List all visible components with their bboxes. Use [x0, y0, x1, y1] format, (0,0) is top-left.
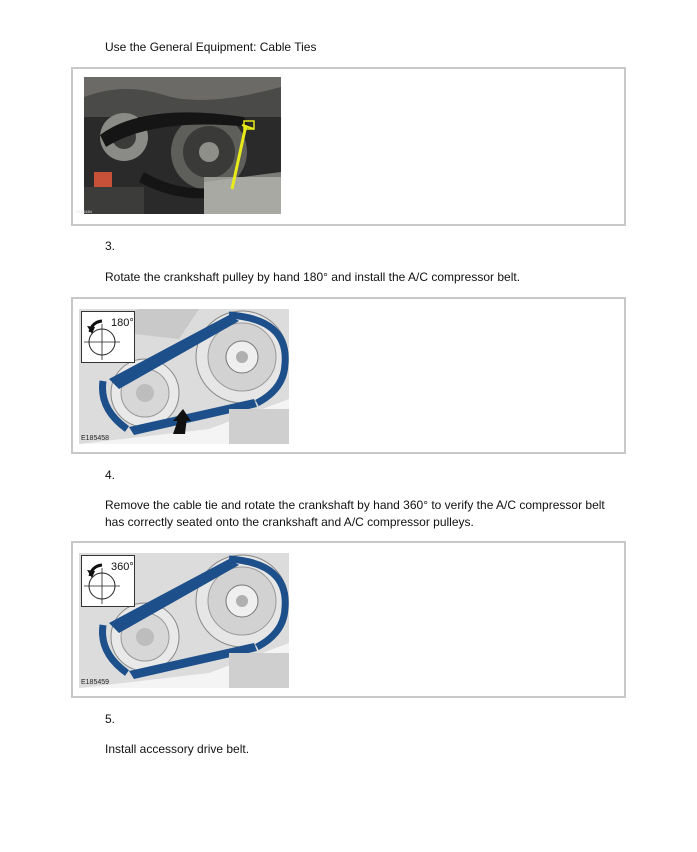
- step-4-text-line2: has correctly seated onto the crankshaft and A/C compressor pulleys.: [105, 515, 474, 529]
- intro-text: Use the General Equipment: Cable Ties: [105, 40, 317, 54]
- figure-2-illustration: [79, 309, 289, 444]
- rotation-angle-label: 360°: [111, 561, 134, 573]
- figure-1-frame: [71, 67, 626, 226]
- figure-1-id: E185484: [76, 209, 93, 214]
- figure-3-illustration: [79, 553, 289, 688]
- step-3-text: Rotate the crankshaft pulley by hand 180° and install the A/C compressor belt.: [105, 270, 521, 284]
- step-5-number: 5.: [105, 712, 116, 726]
- figure-3-id: E185459: [81, 679, 110, 686]
- rotation-angle-label: 180°: [111, 317, 134, 329]
- step-3-number: 3.: [105, 239, 116, 253]
- figure-1-photo: [84, 77, 281, 214]
- figure-2-frame: [71, 297, 626, 454]
- step-5-text: Install accessory drive belt.: [105, 742, 250, 756]
- engine-photo-image: [84, 77, 281, 214]
- figure-3-frame: [71, 541, 626, 698]
- step-4-text-line1: Remove the cable tie and rotate the crankshaft by hand 360° to verify the A/C compressor belt: [105, 498, 605, 512]
- step-4-number: 4.: [105, 468, 116, 482]
- figure-2-id: E185458: [81, 435, 110, 442]
